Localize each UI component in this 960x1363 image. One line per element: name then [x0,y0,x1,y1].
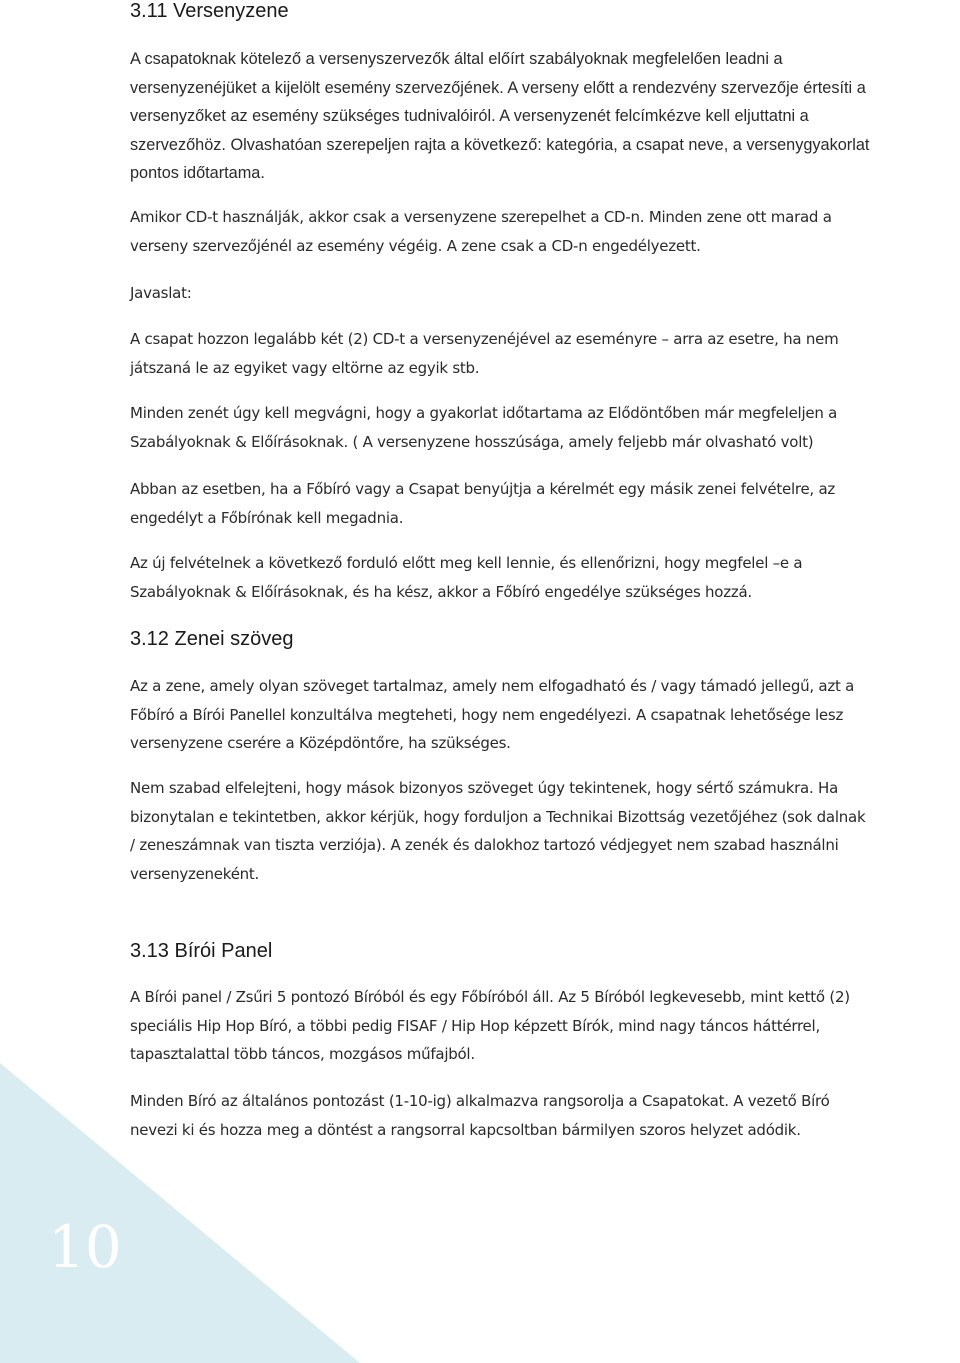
section-heading-3-11: 3.11 Versenyzene [130,0,289,22]
paragraph: Amikor CD-t használják, akkor csak a versenyzene szerepelhet a CD-n. Minden zene ott marad a verseny szervezőjénél az esemény végéig. A zene csak a CD-n engedélyezett. [130,208,832,255]
paragraph: Nem szabad elfelejteni, hogy mások bizonyos szöveget úgy tekintenek, hogy sértő számukra. Ha bizonytalan e tekintetben, akkor kérjük, hogy forduljon a Technikai Bizottság vezetőjéhez (sok dalnak / zeneszámnak van tiszta verziója). A zenék és dalokhoz tartozó védjegyet nem szabad használni versenyzeneként. [130,779,866,883]
paragraph: Abban az esetben, ha a Főbíró vagy a Csapat benyújtja a kérelmét egy másik zenei felvételre, az engedélyt a Főbírónak kell megadnia. [130,480,836,527]
paragraph: A csapatoknak kötelező a versenyszervezők által előírt szabályoknak megfelelően leadni a versenyzenéjüket a kijelölt esemény szervezőjének. A verseny előtt a rendezvény szervezője értesíti a versenyzőket az esemény szükséges tudnivalóiról. A versenyzenét felcímkézve kell eljuttatni a szervezőhöz. Olvashatóan szerepeljen rajta a következő: kategória, a csapat neve, a versenygyakorlat pontos időtartama. [130,50,870,182]
paragraph: A Bírói panel / Zsűri 5 pontozó Bíróból és egy Főbíróból áll. Az 5 Bíróból legkevesebb, mint kettő (2) speciális Hip Hop Bíró, a többi pedig FISAF / Hip Hop képzett Bírók, mind nagy táncos háttérrel, tapasztalattal több táncos, mozgásos műfajból. [130,988,850,1063]
paragraph: Az új felvételnek a következő forduló előtt meg kell lennie, és ellenőrizni, hogy megfelel –e a Szabályoknak & Előírásoknak, és ha kész, akkor a Főbíró engedélye szükséges hozzá. [130,554,803,601]
paragraph: Javaslat: [130,284,192,302]
page-number: 10 [48,1213,122,1281]
section-heading-3-12: 3.12 Zenei szöveg [130,628,294,650]
paragraph: Minden Bíró az általános pontozást (1-10-ig) alkalmazva rangsorolja a Csapatokat. A vezető Bíró nevezi ki és hozza meg a döntést a rangsorral kapcsoltban bármilyen szoros helyzet adódik. [130,1092,830,1139]
paragraph: A csapat hozzon legalább két (2) CD-t a versenyzenéjével az eseményre – arra az esetre, ha nem játszaná le az egyiket vagy eltörne az egyik stb. [130,330,839,377]
section-heading-3-13: 3.13 Bírói Panel [130,940,273,962]
paragraph: Minden zenét úgy kell megvágni, hogy a gyakorlat időtartama az Elődöntőben már megfeleljen a Szabályoknak & Előírásoknak. ( A versenyzene hosszúsága, amely feljebb már olvasható volt) [130,404,838,451]
paragraph: Az a zene, amely olyan szöveget tartalmaz, amely nem elfogadható és / vagy támadó jellegű, azt a Főbíró a Bírói Panellel konzultálva megteheti, hogy nem engedélyezi. A csapatnak lehetősége lesz versenyzene cserére a Középdöntőre, ha szükséges. [130,677,855,752]
